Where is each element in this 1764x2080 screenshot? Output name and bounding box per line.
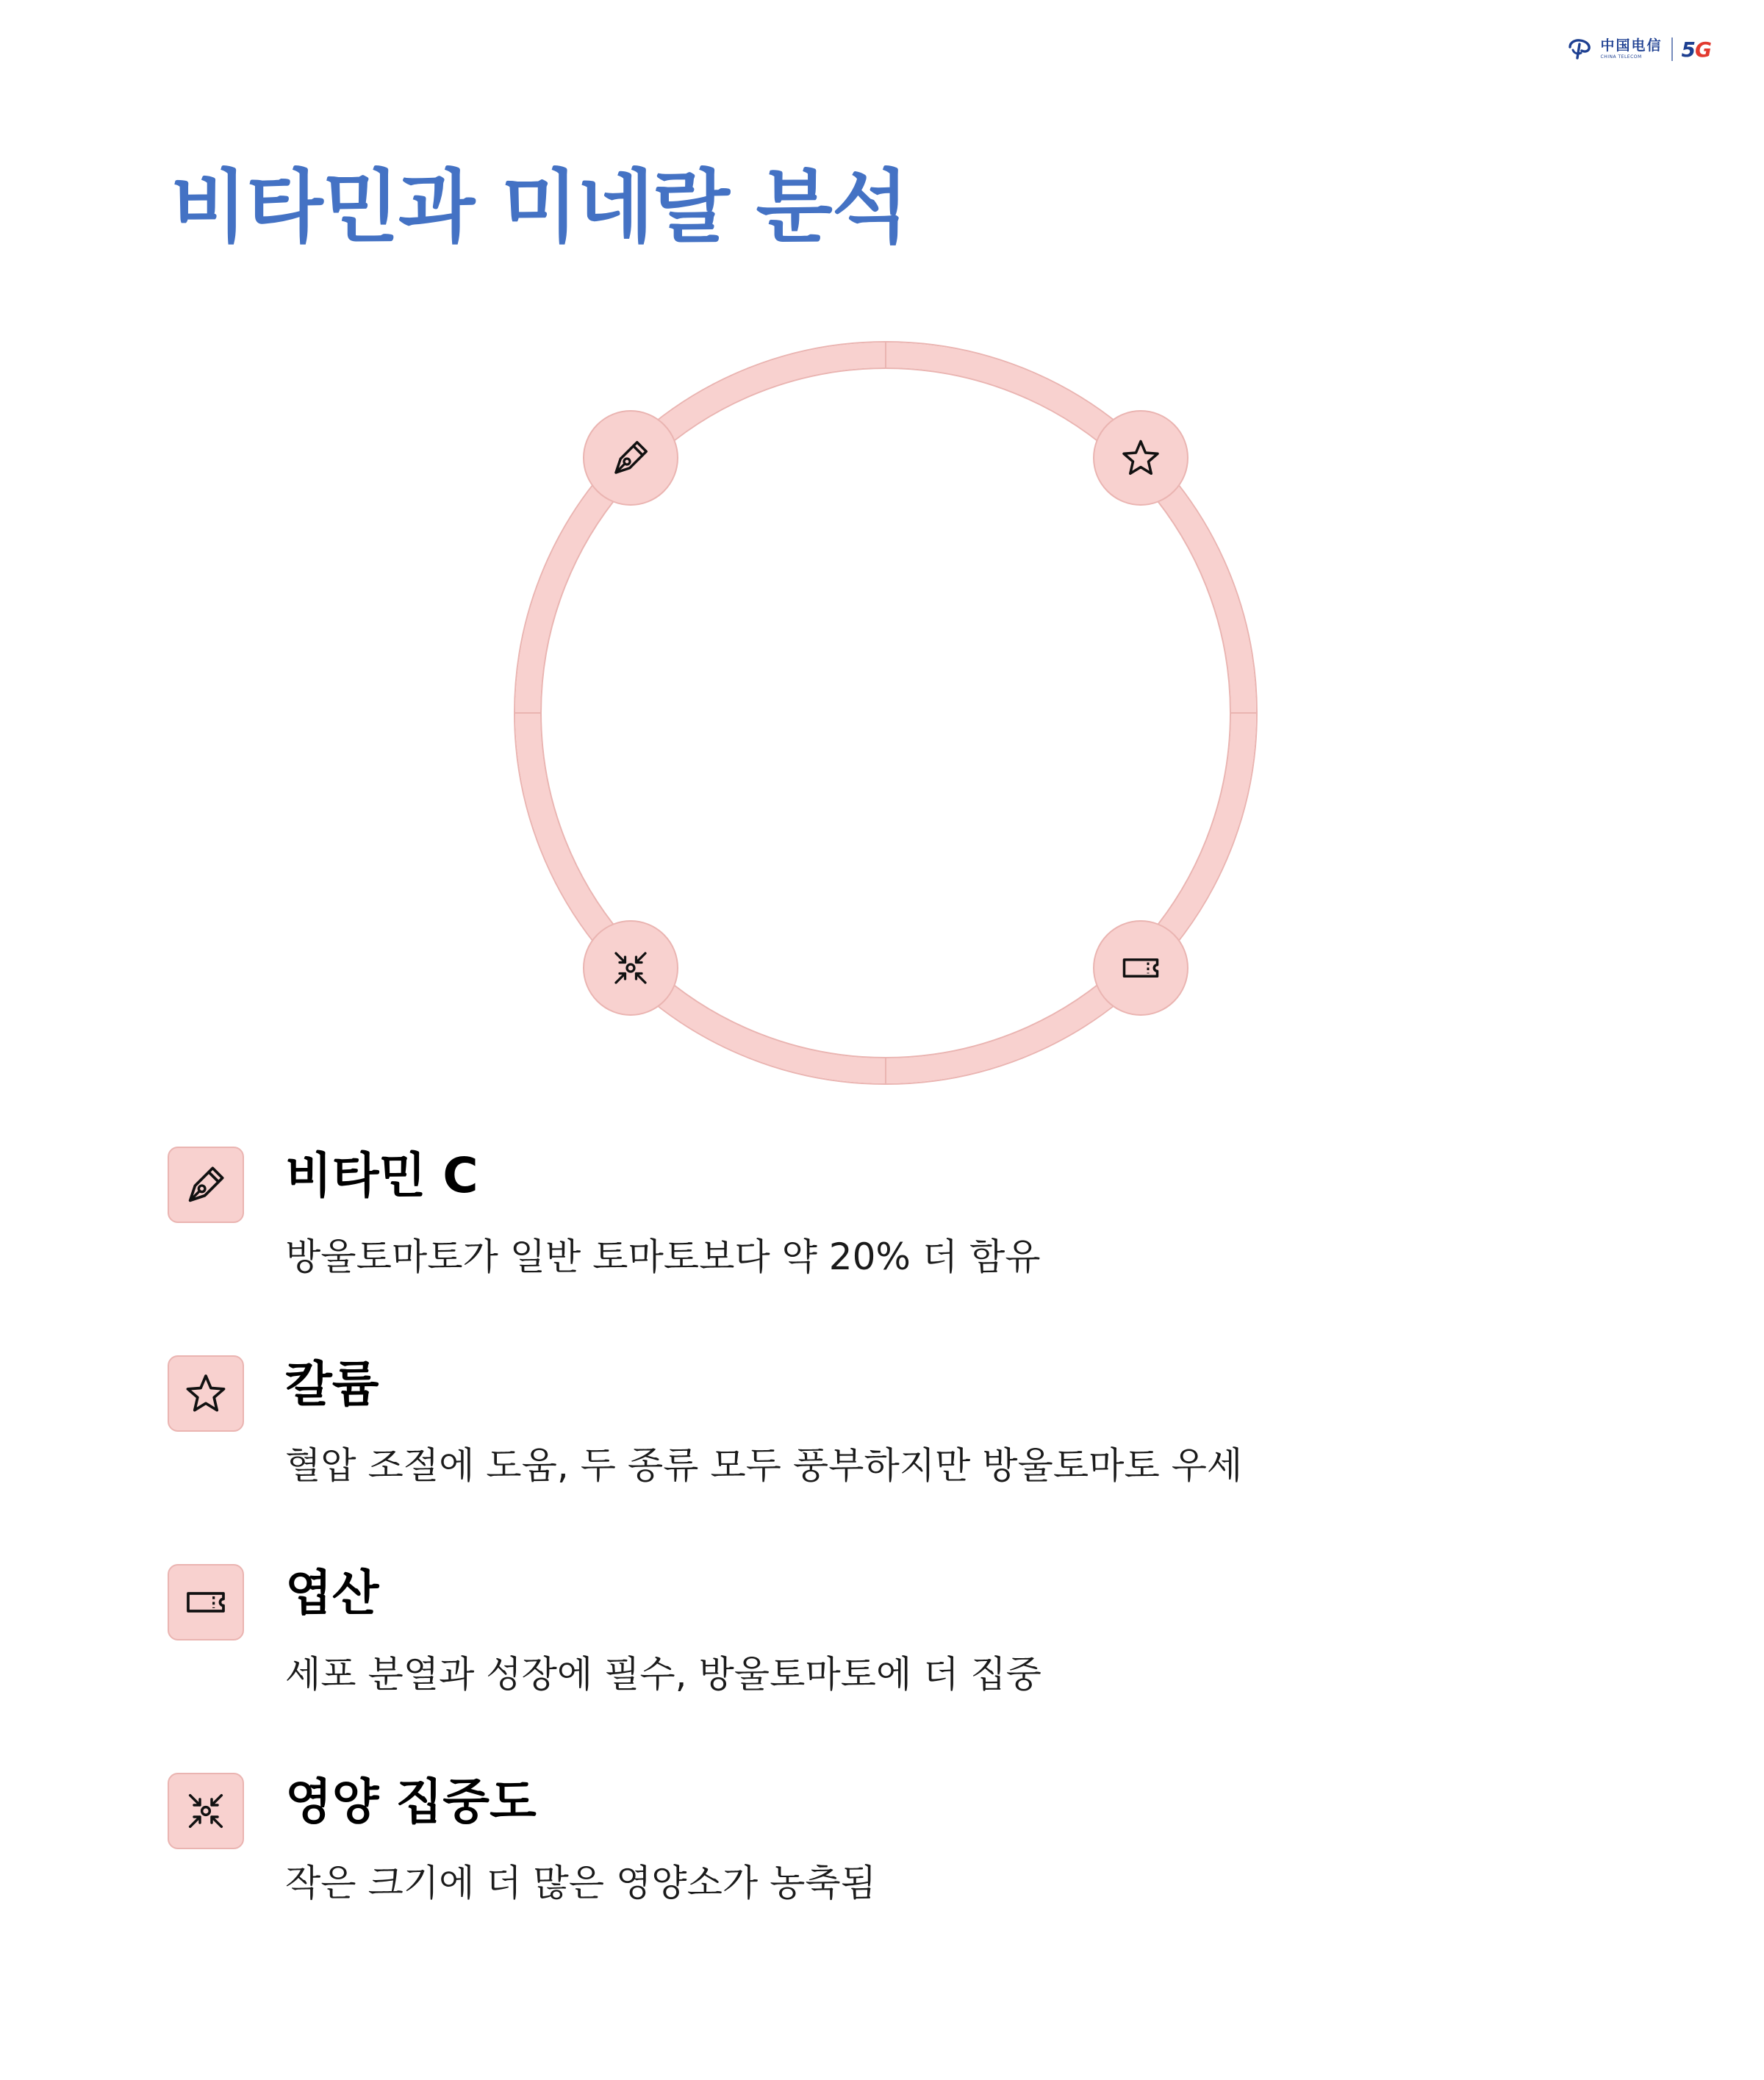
star-icon: [1119, 436, 1163, 480]
ticket-icon: [182, 1579, 229, 1626]
pen-nib-icon: [609, 436, 653, 480]
brand-cn-name: 中国电信: [1600, 37, 1663, 54]
list-item-nutrient-density: [168, 1773, 1601, 1982]
item-title: 비타민 C: [285, 1147, 478, 1204]
nutrient-list: [168, 1147, 1601, 1982]
item-title: 엽산: [285, 1565, 379, 1621]
item-icon-badge: [168, 1564, 244, 1640]
ticket-icon: [1119, 946, 1163, 990]
item-description: 세포 분열과 성장에 필수, 방울토마토에 더 집중: [285, 1653, 1041, 1696]
ring-node-potassium: [1093, 410, 1188, 506]
network-badge: [1682, 37, 1711, 62]
item-icon-badge: [168, 1147, 244, 1223]
item-description: 방울토마토가 일반 토마토보다 약 20% 더 함유: [285, 1236, 1041, 1278]
network-badge-main: 5: [1681, 37, 1696, 62]
brand-divider: [1671, 37, 1673, 61]
item-title: 영양 집중도: [285, 1774, 537, 1830]
network-badge-accent: G: [1695, 37, 1711, 62]
ring-diagram: [507, 334, 1264, 1091]
china-telecom-logo-icon: [1567, 38, 1592, 60]
ring-node-folate: [1093, 920, 1188, 1016]
pen-nib-icon: [182, 1161, 229, 1208]
item-icon-badge: [168, 1773, 244, 1849]
compress-arrows-icon: [182, 1787, 229, 1835]
brand-name: [1601, 39, 1663, 60]
page-title: 비타민과 미네랄 분석: [171, 162, 908, 254]
ring-node-vitamin-c: [583, 410, 678, 506]
list-item-vitamin-c: [168, 1147, 1601, 1355]
brand-logo: [1567, 34, 1711, 65]
ring-node-nutrient-density: [583, 920, 678, 1016]
list-item-potassium: [168, 1355, 1601, 1564]
list-item-folate: [168, 1564, 1601, 1773]
item-description: 혈압 조절에 도움, 두 종류 모두 풍부하지만 방울토마토 우세: [285, 1444, 1243, 1487]
item-description: 작은 크기에 더 많은 영양소가 농축됨: [285, 1862, 876, 1904]
brand-en-name: CHINA TELECOM: [1600, 54, 1642, 60]
star-icon: [182, 1370, 229, 1417]
item-icon-badge: [168, 1355, 244, 1432]
compress-arrows-icon: [609, 946, 653, 990]
item-title: 칼륨: [285, 1356, 379, 1413]
